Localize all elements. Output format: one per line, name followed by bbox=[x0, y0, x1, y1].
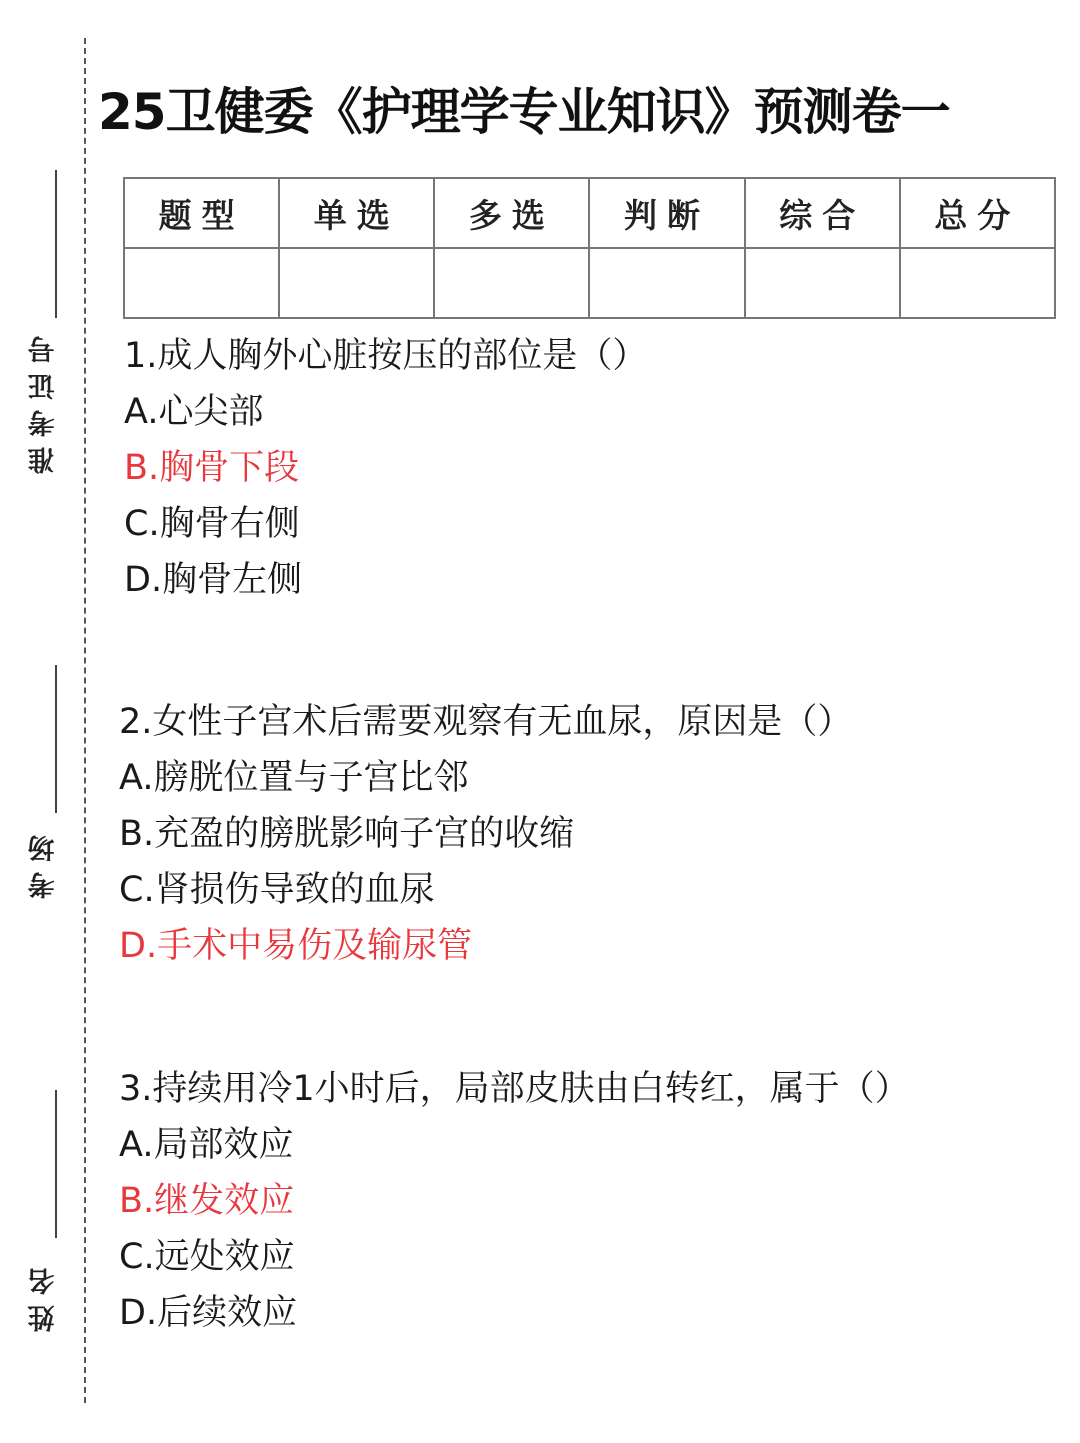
exam-room-label: 考场 bbox=[28, 825, 60, 900]
score-entry-cell[interactable] bbox=[589, 248, 744, 318]
answer-option: A.膀胱位置与子宫比邻 bbox=[119, 758, 469, 798]
answer-option: C.肾损伤导致的血尿 bbox=[119, 870, 435, 910]
score-header-cell: 多选 bbox=[434, 178, 589, 248]
correct-answer-option: D.手术中易伤及输尿管 bbox=[119, 926, 473, 966]
score-header-cell: 题型 bbox=[124, 178, 279, 248]
score-header-cell: 综合 bbox=[745, 178, 900, 248]
exam-room-field bbox=[22, 665, 66, 910]
score-entry-cell[interactable] bbox=[279, 248, 434, 318]
answer-option: C.胸骨右侧 bbox=[124, 504, 300, 544]
score-header-cell: 总分 bbox=[900, 178, 1055, 248]
question-stem: 1.成人胸外心脏按压的部位是（） bbox=[124, 336, 648, 376]
score-entry-cell[interactable] bbox=[900, 248, 1055, 318]
question-stem: 3.持续用冷1小时后，局部皮肤由白转红，属于（） bbox=[119, 1069, 910, 1109]
answer-option: C.远处效应 bbox=[119, 1237, 295, 1277]
question-2 bbox=[119, 694, 852, 974]
name-label: 姓名 bbox=[28, 1258, 60, 1332]
score-entry-cell[interactable] bbox=[434, 248, 589, 318]
answer-option: A.局部效应 bbox=[119, 1125, 294, 1165]
page-title: 25卫健委《护理学专业知识》预测卷一 bbox=[98, 83, 950, 141]
question-3 bbox=[119, 1061, 910, 1341]
exam-id-field bbox=[22, 170, 66, 480]
answer-option: B.充盈的膀胱影响子宫的收缩 bbox=[119, 814, 575, 854]
name-field bbox=[22, 1090, 66, 1350]
score-entry-cell[interactable] bbox=[745, 248, 900, 318]
score-table-entry-row bbox=[124, 248, 1055, 318]
name-write-line[interactable] bbox=[55, 1090, 57, 1238]
score-header-cell: 单选 bbox=[279, 178, 434, 248]
exam-room-write-line[interactable] bbox=[55, 665, 57, 813]
correct-answer-option: B.继发效应 bbox=[119, 1181, 295, 1221]
score-table bbox=[123, 177, 1056, 319]
answer-option: A.心尖部 bbox=[124, 392, 264, 432]
correct-answer-option: B.胸骨下段 bbox=[124, 448, 300, 488]
question-stem: 2.女性子宫术后需要观察有无血尿，原因是（） bbox=[119, 702, 853, 742]
score-entry-cell[interactable] bbox=[124, 248, 279, 318]
exam-id-label: 准考证号 bbox=[28, 326, 60, 474]
binding-margin-dashed-line bbox=[84, 38, 86, 1403]
score-table-header-row bbox=[124, 178, 1055, 248]
question-1 bbox=[124, 328, 647, 608]
answer-option: D.胸骨左侧 bbox=[124, 560, 303, 600]
score-header-cell: 判断 bbox=[589, 178, 744, 248]
answer-option: D.后续效应 bbox=[119, 1293, 298, 1333]
exam-id-write-line[interactable] bbox=[55, 170, 57, 318]
